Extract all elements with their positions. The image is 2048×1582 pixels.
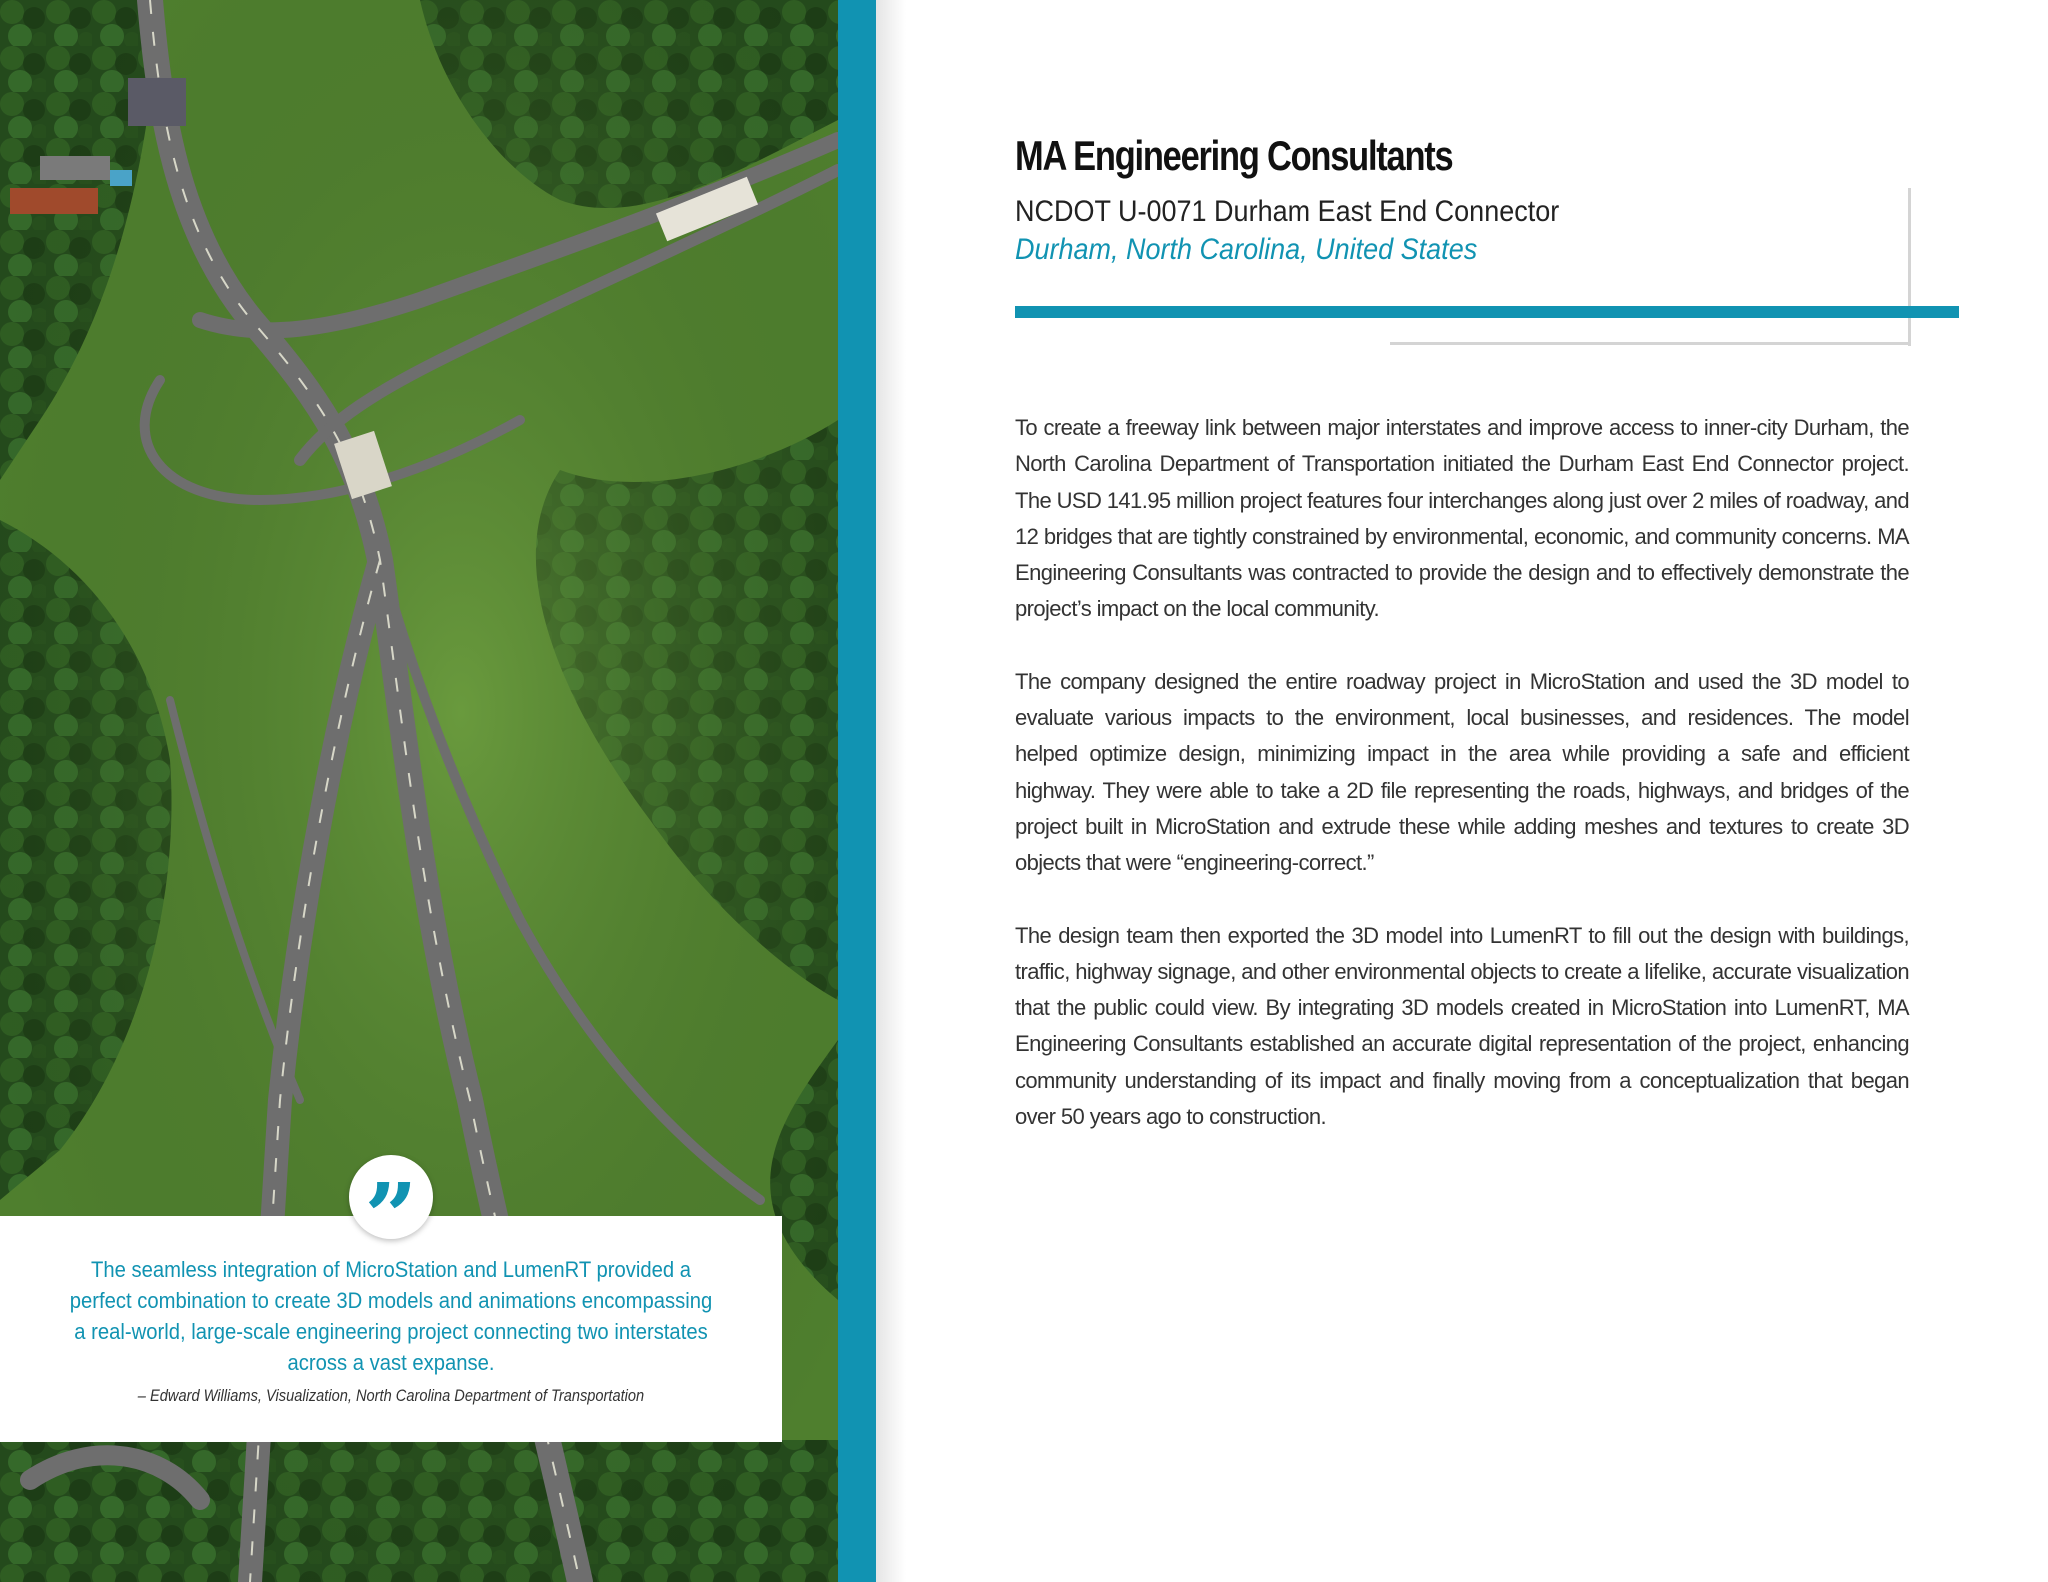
body-text [1015,410,1909,1171]
header-frame-bottom [1390,342,1911,345]
stripe-shadow [876,0,906,1582]
body-paragraph: The design team then exported the 3D model into LumenRT to fill out the design with buildings, traffic, highway signage, and other environmental objects to create a lifelike, accurate visualization that the public could view. By integrating 3D models created in MicroStation into LumenRT, MA Engineering Consultants established an accurate digital representation of the project, enhancing community understanding of its impact and finally moving from a conceptualization that began over 50 years ago to construction. [1015,922,1909,1130]
body-paragraph: To create a freeway link between major interstates and improve access to inner-city Durham, the North Carolina Department of Transportation initiated the Durham East End Connector project. The USD 141.95 million project features four interchanges along just over 2 miles of roadway, and 12 bridges that are tightly constrained by environmental, economic, and community concerns. MA Engineering Consultants was contracted to provide the design and to effectively demonstrate the project’s impact on the local community. [1015,415,1910,622]
project-title: NCDOT U-0071 Durham East End Connector [1015,195,1560,228]
quote-text: The seamless integration of MicroStation and LumenRT provided a perfect combination to create 3D models and animations encompassing a real-world, large-scale engineering project connecting two interstates across a vast expanse. [69,1257,713,1375]
header-accent-bar [1015,306,1959,318]
project-location: Durham, North Carolina, United States [1015,233,1478,266]
accent-stripe [838,0,876,1582]
quote-attribution: – Edward Williams, Visualization, North Carolina Department of Transportation [137,1386,645,1405]
company-title: MA Engineering Consultants [1015,132,1453,179]
header-frame-right [1908,188,1911,346]
body-paragraph: The company designed the entire roadway project in MicroStation and used the 3D model to evaluate various impacts to the environment, local businesses, and residences. The model helped optimize design, minimizing impact in the area while providing a safe and efficient highway. They were able to take a 2D file representing the roads, highways, and bridges of the project built in MicroStation and extrude these while adding meshes and textures to create 3D objects that were “engineering-correct.” [1015,668,1909,876]
quote-mark-icon: ” [349,1155,433,1239]
